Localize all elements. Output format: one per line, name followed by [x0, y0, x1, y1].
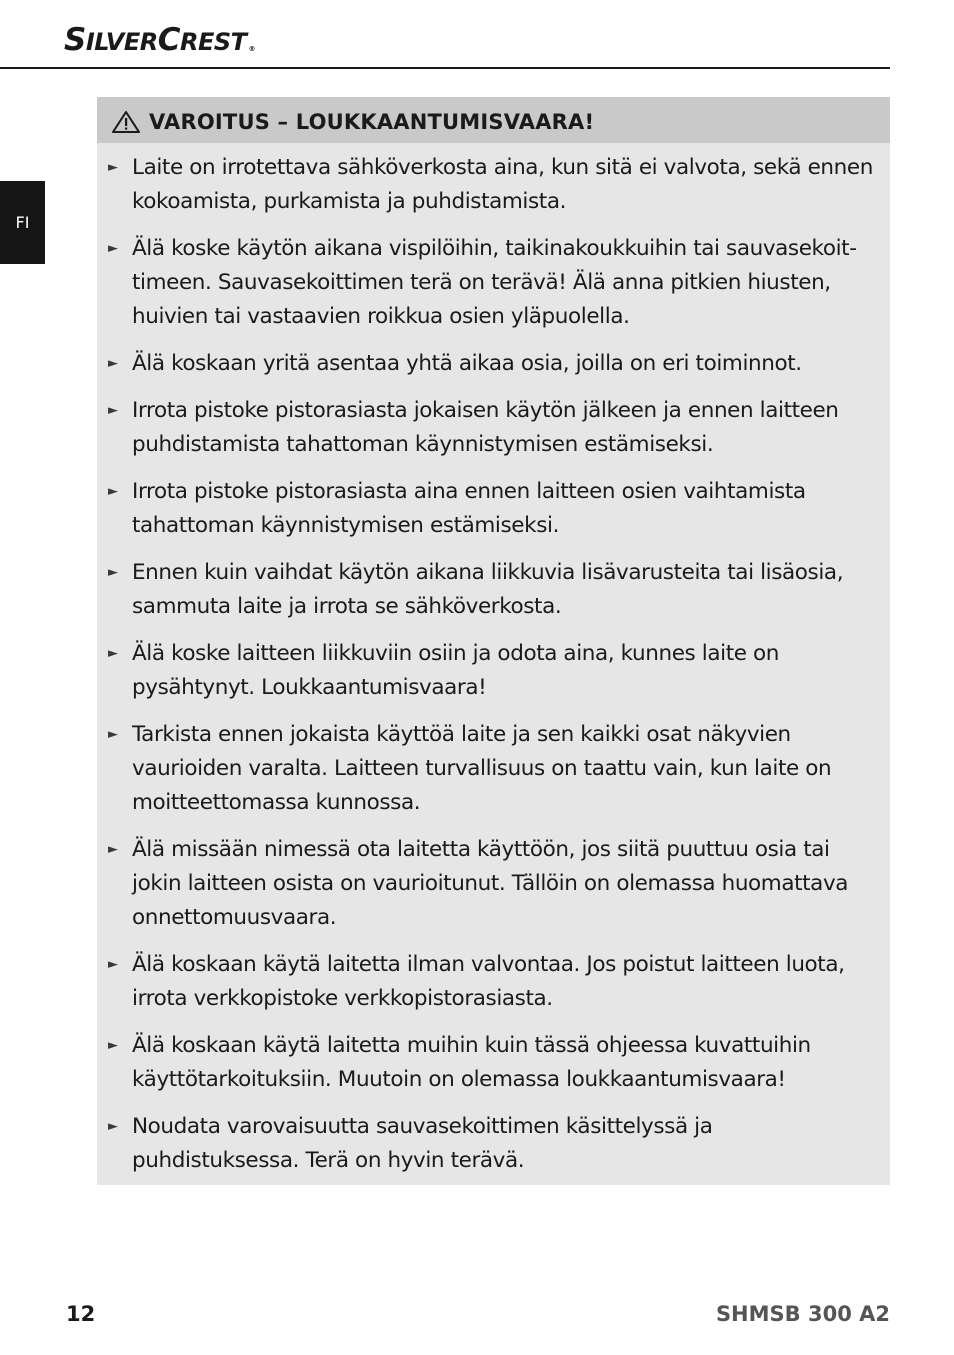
bullet-arrow-icon: ►: [108, 727, 118, 742]
warning-list: [97, 143, 890, 1178]
warning-item-text: Älä koskaan käytä laitetta muihin kuin tässä ohjeessa kuvattuihin käyttötarkoituksiin. Muutoin on olemassa loukkaantumisvaara!: [132, 1033, 811, 1092]
warning-item: [97, 948, 890, 1016]
model-number: SHMSB 300 A2: [715, 1302, 890, 1326]
warning-item-text: Älä koskaan yritä asentaa yhtä aikaa osia, joilla on eri toiminnot.: [132, 351, 802, 376]
warning-title: VAROITUS – LOUKKAANTUMISVAARA!: [149, 110, 595, 134]
warning-item-text: Älä koske käytön aikana vispilöihin, taikinakoukkuihin tai sauvasekoittimeen. Sauvasekoittimen terä on terävä! Älä anna pitkien hiusten, huivien tai vastaavien roikkua osien yläpuolella.: [132, 236, 857, 329]
warning-item: [97, 556, 890, 624]
warning-item: [97, 347, 890, 381]
bullet-arrow-icon: ►: [108, 565, 118, 580]
bullet-arrow-icon: ►: [108, 484, 118, 499]
warning-triangle-icon: [111, 110, 141, 134]
warning-item: [97, 394, 890, 462]
warning-item-text: Älä missään nimessä ota laitetta käyttöön, jos siitä puuttuu osia tai jokin laitteen osista on vaurioitunut. Tällöin on olemassa huomattava onnettomuusvaara.: [132, 837, 849, 930]
bullet-arrow-icon: ►: [108, 646, 118, 661]
bullet-arrow-icon: ►: [108, 842, 118, 857]
warning-item: [97, 1029, 890, 1097]
warning-header: [97, 97, 890, 143]
warning-item: [97, 637, 890, 705]
language-tab: FI: [0, 181, 45, 264]
warning-item: [97, 718, 890, 820]
bullet-arrow-icon: ►: [108, 356, 118, 371]
warning-item-text: Irrota pistoke pistorasiasta aina ennen laitteen osien vaihtamista tahattoman käynnistymisen estämiseksi.: [132, 479, 806, 538]
bullet-arrow-icon: ►: [108, 160, 118, 175]
warning-item-text: Tarkista ennen jokaista käyttöä laite ja sen kaikki osat näkyvien vaurioiden varalta. Laitteen turvallisuus on taattu vain, kun laite on moitteettomassa kunnossa.: [132, 722, 832, 815]
warning-item: [97, 232, 890, 334]
warning-item: [97, 475, 890, 543]
bullet-arrow-icon: ►: [108, 241, 118, 256]
warning-item-text: Älä koskaan käytä laitetta ilman valvontaa. Jos poistut laitteen luota, irrota verkkopistoke verkkopistorasiasta.: [132, 952, 845, 1011]
warning-item: [97, 833, 890, 935]
warning-item-text: Älä koske laitteen liikkuviin osiin ja odota aina, kunnes laite on pysähtynyt. Loukkaantumisvaara!: [132, 641, 779, 700]
bullet-arrow-icon: ►: [108, 957, 118, 972]
warning-item: [97, 151, 890, 219]
bullet-arrow-icon: ►: [108, 403, 118, 418]
brand-logo: SILVERCREST ®: [64, 22, 255, 58]
warning-item-text: Laite on irrotettava sähköverkosta aina, kun sitä ei valvota, sekä ennen kokoamista, purkamista ja puhdistamista.: [132, 155, 873, 214]
warning-box: [97, 97, 890, 1185]
warning-item-text: Ennen kuin vaihdat käytön aikana liikkuvia lisävarusteita tai lisäosia, sammuta laite ja irrota se sähköverkosta.: [132, 560, 844, 619]
bullet-arrow-icon: ►: [108, 1119, 118, 1134]
warning-item: [97, 1110, 890, 1178]
header-divider: [0, 67, 890, 69]
page-number: 12: [66, 1302, 96, 1326]
warning-item-text: Irrota pistoke pistorasiasta jokaisen käytön jälkeen ja ennen laitteen puhdistamista tahattoman käynnistymisen estämiseksi.: [132, 398, 839, 457]
warning-item-text: Noudata varovaisuutta sauvasekoittimen käsittelyssä ja puhdistuksessa. Terä on hyvin terävä.: [132, 1114, 713, 1173]
bullet-arrow-icon: ►: [108, 1038, 118, 1053]
